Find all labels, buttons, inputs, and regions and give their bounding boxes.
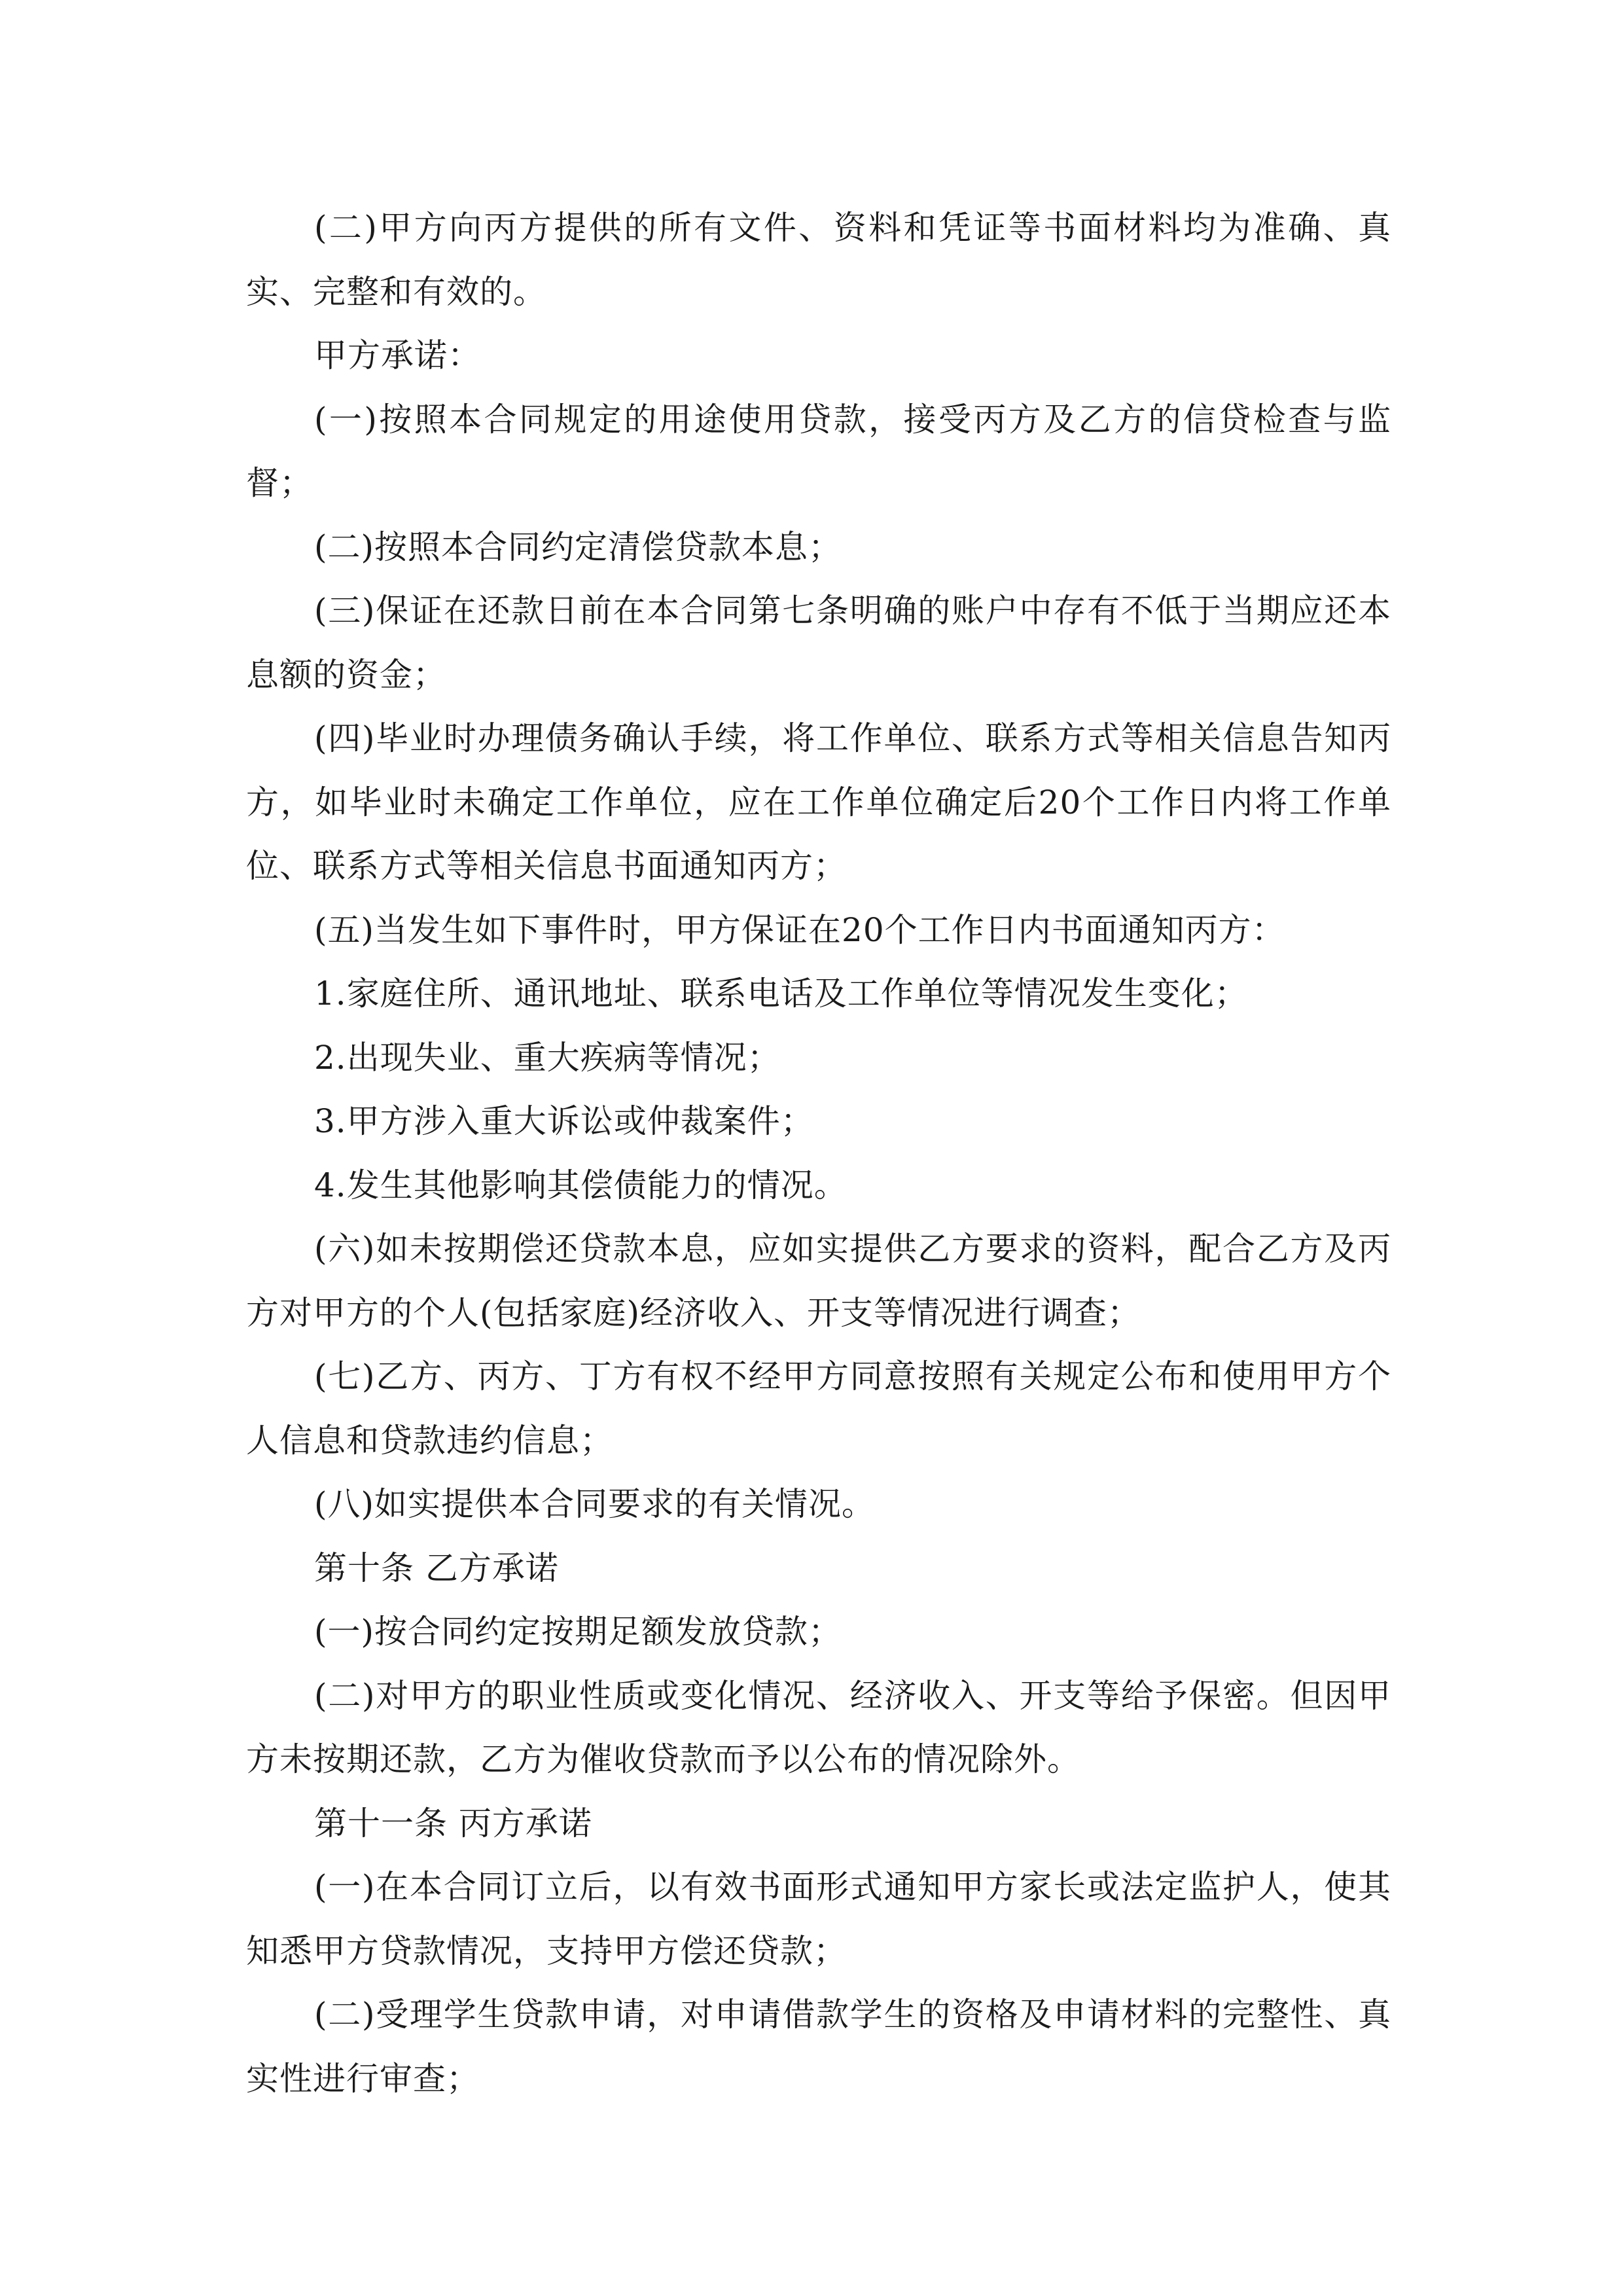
- paragraph: (八)如实提供本合同要求的有关情况。: [314, 1485, 876, 1523]
- paragraph: (一)按合同约定按期足额发放贷款；: [314, 1613, 842, 1651]
- paragraph: (七)乙方、丙方、丁方有权不经甲方同意按照有关规定公布和使用甲方个人信息和贷款违约信息；: [246, 1357, 1391, 1460]
- paragraph: (一)在本合同订立后，以有效书面形式通知甲方家长或法定监护人，使其知悉甲方贷款情况，支持甲方偿还贷款；: [246, 1868, 1391, 1970]
- article-heading: 第十条 乙方承诺: [314, 1549, 559, 1587]
- list-item: 2.出现失业、重大疾病等情况；: [314, 1038, 781, 1077]
- paragraph: (二)按照本合同约定清偿贷款本息；: [314, 528, 842, 566]
- list-item: 1.家庭住所、通讯地址、联系电话及工作单位等情况发生变化；: [314, 975, 1248, 1013]
- article-heading: 第十一条 丙方承诺: [314, 1804, 592, 1842]
- paragraph: (一)按照本合同规定的用途使用贷款，接受丙方及乙方的信贷检查与监督；: [246, 400, 1391, 502]
- paragraph: (二)对甲方的职业性质或变化情况、经济收入、开支等给予保密。但因甲方未按期还款，乙方为催收贷款而予以公布的情况除外。: [246, 1676, 1391, 1778]
- list-item: 4.发生其他影响其偿债能力的情况。: [314, 1166, 847, 1204]
- paragraph: 甲方承诺：: [314, 336, 481, 374]
- paragraph: (三)保证在还款日前在本合同第七条明确的账户中存有不低于当期应还本息额的资金；: [246, 592, 1391, 694]
- list-item: 3.甲方涉入重大诉讼或仲裁案件；: [314, 1102, 814, 1140]
- paragraph: (四)毕业时办理债务确认手续，将工作单位、联系方式等相关信息告知丙方，如毕业时未确定工作单位，应在工作单位确定后20个工作日内将工作单位、联系方式等相关信息书面通知丙方；: [246, 719, 1391, 885]
- paragraph: (二)受理学生贷款申请，对申请借款学生的资格及申请材料的完整性、真实性进行审查；: [246, 1996, 1391, 2098]
- paragraph: (六)如未按期偿还贷款本息，应如实提供乙方要求的资料，配合乙方及丙方对甲方的个人(包括家庭)经济收入、开支等情况进行调查；: [246, 1230, 1391, 1332]
- document-body: [246, 196, 1391, 2111]
- paragraph: (二)甲方向丙方提供的所有文件、资料和凭证等书面材料均为准确、真实、完整和有效的。: [246, 209, 1391, 311]
- paragraph: (五)当发生如下事件时，甲方保证在20个工作日内书面通知丙方：: [314, 910, 1285, 949]
